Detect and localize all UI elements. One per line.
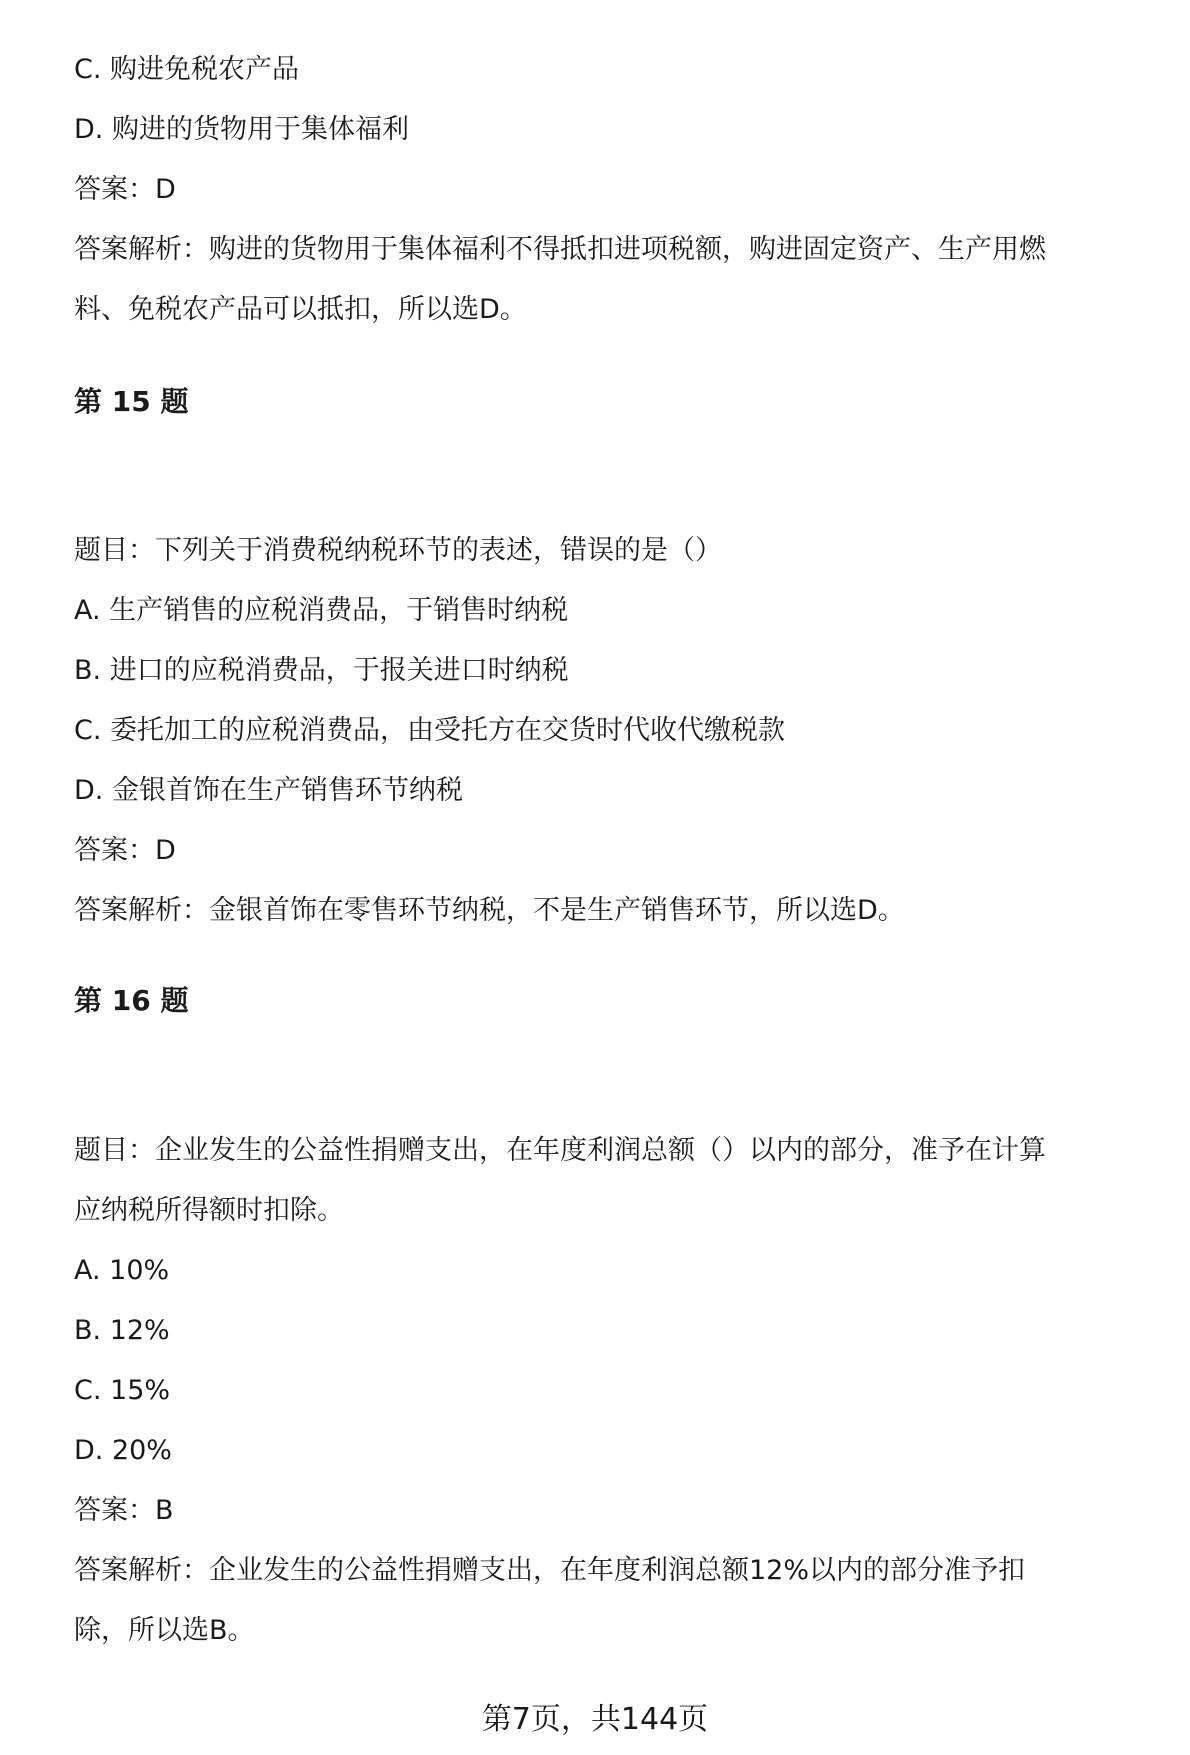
q15-option-b: B. 进口的应税消费品，于报关进口时纳税 [74, 655, 569, 686]
q16-stem-line1: 题目：企业发生的公益性捐赠支出，在年度利润总额（）以内的部分，准予在计算 [74, 1135, 1046, 1166]
q16-explanation-line1: 答案解析：企业发生的公益性捐赠支出，在年度利润总额12%以内的部分准予扣 [74, 1555, 1026, 1586]
q15-explanation: 答案解析：金银首饰在零售环节纳税，不是生产销售环节，所以选D。 [74, 895, 905, 926]
q16-option-b: B. 12% [74, 1315, 170, 1346]
q15-stem: 题目：下列关于消费税纳税环节的表述，错误的是（） [74, 535, 722, 566]
prev-explanation-line2: 料、免税农产品可以抵扣，所以选D。 [74, 294, 527, 325]
q16-stem-line2: 应纳税所得额时扣除。 [74, 1195, 344, 1226]
q16-option-c: C. 15% [74, 1375, 171, 1406]
page-number-footer: 第7页，共144页 [481, 1702, 709, 1737]
q15-answer: 答案：D [74, 835, 176, 866]
q16-heading: 第 16 题 [74, 984, 189, 1017]
prev-option-d: D. 购进的货物用于集体福利 [74, 114, 409, 145]
q16-option-d: D. 20% [74, 1435, 172, 1466]
prev-answer: 答案：D [74, 174, 176, 205]
prev-option-c: C. 购进免税农产品 [74, 54, 300, 85]
q15-heading: 第 15 题 [74, 385, 189, 418]
q15-option-a: A. 生产销售的应税消费品，于销售时纳税 [74, 595, 569, 626]
q16-explanation-line2: 除，所以选B。 [74, 1615, 255, 1646]
q16-option-a: A. 10% [74, 1255, 170, 1286]
q15-option-c: C. 委托加工的应税消费品，由受托方在交货时代收代缴税款 [74, 715, 786, 746]
q15-option-d: D. 金银首饰在生产销售环节纳税 [74, 775, 463, 806]
prev-explanation-line1: 答案解析：购进的货物用于集体福利不得抵扣进项税额，购进固定资产、生产用燃 [74, 234, 1046, 265]
q16-answer: 答案：B [74, 1495, 174, 1526]
